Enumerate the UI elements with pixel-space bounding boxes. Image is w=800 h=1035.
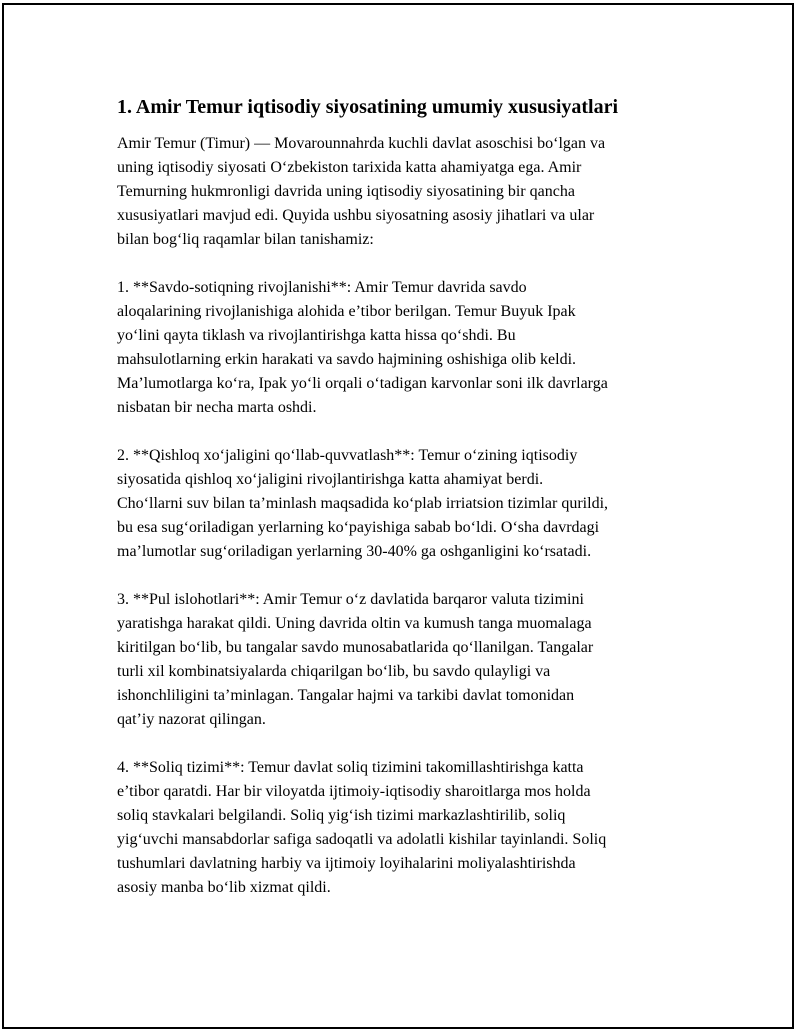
text-line: ishonchliligini ta’minlagan. Tangalar hajmi va tarkibi davlat tomonidan [117, 687, 575, 704]
text-line: asosiy manba boʻlib xizmat qildi. [117, 879, 331, 896]
text-line: nisbatan bir necha marta oshdi. [117, 399, 317, 416]
text-line: Ma’lumotlarga koʻra, Ipak yoʻli orqali oʻtadigan karvonlar soni ilk davrlarga [117, 375, 608, 392]
text-line: Temurning hukmronligi davrida uning iqtisodiy siyosatining bir qancha [117, 183, 575, 200]
paragraph-trade [117, 276, 717, 420]
text-line: yaratishga harakat qildi. Uning davrida oltin va kumush tanga muomalaga [117, 615, 592, 632]
section-heading: 1. Amir Temur iqtisodiy siyosatining umumiy xususiyatlari [117, 96, 619, 118]
text-line: kiritilgan boʻlib, bu tangalar savdo munosabatlarida qoʻllanilgan. Tangalar [117, 639, 594, 656]
text-line: ma’lumotlar sugʻoriladigan yerlarning 30-40% ga oshganligini koʻrsatadi. [117, 543, 592, 560]
text-line: uning iqtisodiy siyosati Oʻzbekiston tarixida katta ahamiyatga ega. Amir [117, 159, 582, 176]
text-line: bilan bogʻliq raqamlar bilan tanishamiz: [117, 231, 374, 248]
paragraph-agriculture [117, 444, 717, 564]
text-line: yigʻuvchi mansabdorlar safiga sadoqatli va adolatli kishilar tayinlandi. Soliq [117, 831, 607, 848]
text-line: Choʻllarni suv bilan ta’minlash maqsadida koʻplab irriatsion tizimlar qurildi, [117, 495, 609, 512]
text-line: e’tibor qaratdi. Har bir viloyatda ijtimoiy-iqtisodiy sharoitlarga mos holda [117, 783, 591, 800]
text-line: turli xil kombinatsiyalarda chiqarilgan boʻlib, bu savdo qulayligi va [117, 663, 551, 680]
intro-paragraph [117, 132, 717, 252]
text-line: siyosatida qishloq xoʻjaligini rivojlantirishga katta ahamiyat berdi. [117, 471, 544, 488]
text-line: tushumlari davlatning harbiy va ijtimoiy loyihalarini moliyalashtirishda [117, 855, 576, 872]
text-line: bu esa sugʻoriladigan yerlarning koʻpayishiga sabab boʻldi. Oʻsha davrdagi [117, 519, 600, 536]
document-body [117, 94, 717, 924]
text-line: mahsulotlarning erkin harakati va savdo hajmining oshishiga olib keldi. [117, 351, 577, 368]
text-line: 3. **Pul islohotlari**: Amir Temur oʻz davlatida barqaror valuta tizimini [117, 591, 584, 608]
text-line: 4. **Soliq tizimi**: Temur davlat soliq tizimini takomillashtirishga katta [117, 759, 584, 776]
text-line: soliq stavkalari belgilandi. Soliq yigʻish tizimi markazlashtirilib, soliq [117, 807, 566, 824]
text-line: Amir Temur (Timur) — Movarounnahrda kuchli davlat asoschisi boʻlgan va [117, 135, 606, 152]
text-line: 2. **Qishloq xoʻjaligini qoʻllab-quvvatlash**: Temur oʻzining iqtisodiy [117, 447, 578, 464]
paragraph-monetary [117, 588, 717, 732]
text-line: 1. **Savdo-sotiqning rivojlanishi**: Amir Temur davrida savdo [117, 279, 527, 296]
text-line: aloqalarining rivojlanishiga alohida e’tibor berilgan. Temur Buyuk Ipak [117, 303, 576, 320]
text-line: xususiyatlari mavjud edi. Quyida ushbu siyosatning asosiy jihatlari va ular [117, 207, 595, 224]
text-line: yoʻlini qayta tiklash va rivojlantirishga katta hissa qoʻshdi. Bu [117, 327, 516, 344]
text-line: qat’iy nazorat qilingan. [117, 711, 266, 728]
paragraph-tax [117, 756, 717, 900]
